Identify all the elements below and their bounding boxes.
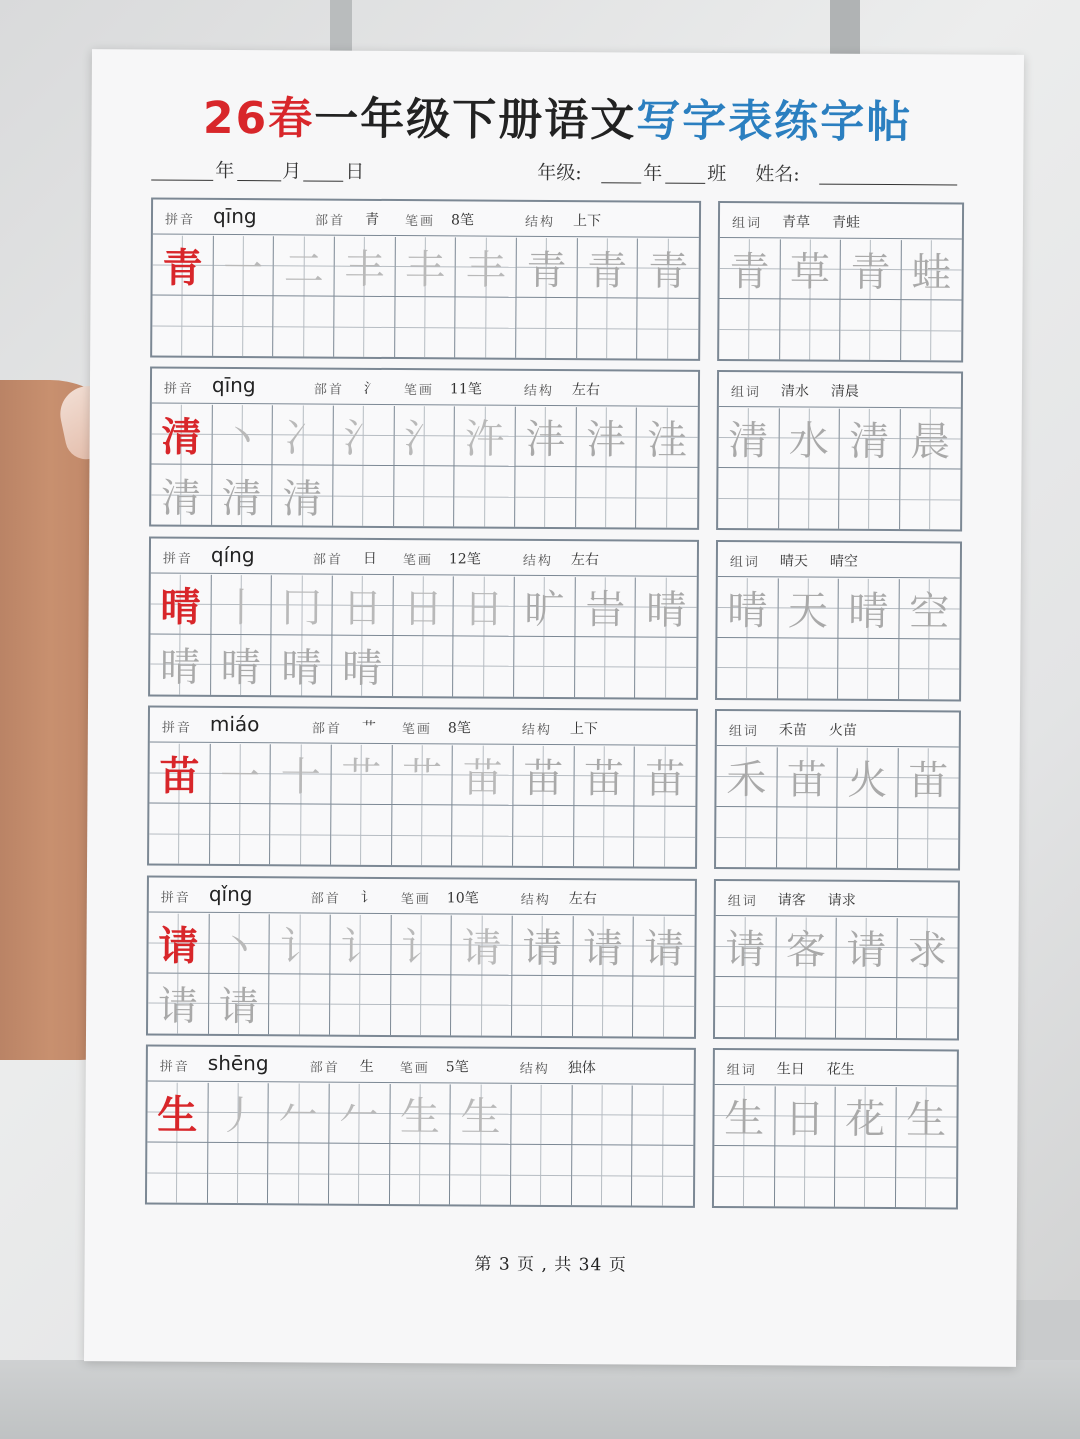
strokes-value: 5笔 bbox=[445, 1059, 469, 1076]
word-cell[interactable] bbox=[836, 977, 897, 1037]
structure-label: 结构 bbox=[524, 214, 556, 230]
tracing-cell[interactable]: 汻 bbox=[455, 407, 516, 467]
character-practice-block bbox=[146, 875, 697, 1038]
tracing-cell[interactable] bbox=[573, 976, 634, 1036]
grade-class-label: 班 bbox=[707, 162, 727, 186]
radical-label: 部首 bbox=[309, 1060, 340, 1076]
radical-label: 部首 bbox=[312, 552, 343, 568]
word-cell[interactable] bbox=[778, 638, 839, 698]
tracing-cell[interactable]: 冂 bbox=[272, 575, 333, 635]
tracing-cell[interactable] bbox=[634, 807, 695, 867]
pinyin-label: 拼音 bbox=[159, 1059, 190, 1075]
word-grid bbox=[719, 239, 962, 360]
word-cell[interactable] bbox=[895, 1147, 956, 1207]
tracing-cell[interactable] bbox=[273, 296, 334, 356]
word-cell[interactable]: 天 bbox=[778, 578, 839, 638]
character-info-bar bbox=[153, 200, 699, 238]
tracing-cell[interactable] bbox=[152, 296, 213, 356]
tracing-cell[interactable] bbox=[574, 806, 635, 866]
word-cell[interactable]: 晨 bbox=[900, 410, 961, 470]
name-label: 姓名: bbox=[755, 163, 800, 186]
word-cell[interactable] bbox=[717, 638, 778, 698]
character-info-bar bbox=[149, 877, 695, 915]
tracing-cell[interactable] bbox=[149, 804, 210, 864]
words-info-bar bbox=[719, 372, 961, 408]
strokes-label: 笔画 bbox=[404, 214, 436, 230]
tracing-cell[interactable] bbox=[210, 804, 271, 864]
word-cell[interactable]: 生 bbox=[896, 1087, 957, 1147]
tracing-cell[interactable] bbox=[269, 974, 330, 1034]
word-1: 青草 bbox=[781, 214, 811, 231]
word-2: 晴空 bbox=[829, 553, 858, 570]
tracing-cell[interactable]: 十 bbox=[271, 744, 332, 804]
tracing-cell[interactable]: 请 bbox=[573, 916, 634, 976]
pinyin-label: 拼音 bbox=[163, 382, 194, 398]
tracing-cell[interactable]: 苗 bbox=[513, 746, 574, 806]
structure-value: 左右 bbox=[568, 890, 597, 907]
words-info-bar bbox=[715, 1050, 957, 1086]
pinyin-label: 拼音 bbox=[161, 720, 192, 736]
word-cell[interactable] bbox=[898, 808, 959, 868]
tracing-cell[interactable]: 一 bbox=[213, 236, 274, 296]
tracing-cell[interactable] bbox=[451, 975, 512, 1035]
pinyin-value: qíng bbox=[210, 542, 255, 567]
words-label: 组词 bbox=[726, 1063, 757, 1079]
tracing-cell[interactable] bbox=[147, 1143, 208, 1203]
word-cell[interactable]: 清 bbox=[839, 409, 900, 469]
word-cell[interactable] bbox=[774, 1146, 835, 1206]
tracing-cell[interactable]: 氵 bbox=[333, 406, 394, 466]
tracing-cell[interactable] bbox=[268, 1143, 329, 1203]
name-blank[interactable] bbox=[819, 184, 957, 186]
word-practice-block bbox=[715, 540, 962, 701]
radical-label: 部首 bbox=[310, 891, 341, 907]
word-cell[interactable]: 花 bbox=[835, 1087, 896, 1147]
word-cell[interactable] bbox=[715, 977, 776, 1037]
tracing-cell[interactable] bbox=[330, 974, 391, 1034]
word-cell[interactable]: 蛙 bbox=[901, 240, 962, 300]
tracing-cell[interactable] bbox=[575, 637, 636, 697]
tracing-cell[interactable] bbox=[577, 298, 638, 358]
tracing-cell[interactable]: 请 bbox=[452, 915, 513, 975]
structure-label: 结构 bbox=[520, 892, 551, 908]
tracing-cell[interactable]: 清 bbox=[272, 466, 333, 526]
tracing-cell[interactable] bbox=[572, 1085, 633, 1145]
tracing-cell[interactable] bbox=[454, 467, 515, 527]
word-1: 晴天 bbox=[779, 553, 808, 570]
word-cell[interactable]: 青 bbox=[840, 240, 901, 300]
tracing-cell[interactable]: 晴 bbox=[636, 577, 697, 637]
tracing-cell[interactable]: 𠂉 bbox=[329, 1084, 390, 1144]
pinyin-value: miáo bbox=[209, 712, 260, 737]
model-character[interactable]: 青 bbox=[153, 236, 214, 296]
word-cell[interactable]: 请 bbox=[836, 917, 897, 977]
tracing-cell[interactable] bbox=[270, 804, 331, 864]
radical-label: 部首 bbox=[313, 382, 344, 399]
word-cell[interactable] bbox=[716, 807, 777, 867]
structure-value: 左右 bbox=[571, 382, 600, 399]
word-cell[interactable]: 禾 bbox=[716, 747, 777, 807]
word-1: 清水 bbox=[780, 383, 809, 400]
word-cell[interactable] bbox=[777, 808, 838, 868]
pinyin-label: 拼音 bbox=[164, 212, 196, 228]
tracing-cell[interactable]: 清 bbox=[151, 465, 212, 525]
word-cell[interactable] bbox=[779, 469, 840, 529]
page-title bbox=[91, 81, 1023, 151]
tracing-cell[interactable]: 苗 bbox=[574, 746, 635, 806]
tracing-cell[interactable]: 苗 bbox=[453, 746, 514, 806]
word-cell[interactable]: 日 bbox=[775, 1086, 836, 1146]
tracing-cell[interactable]: 𠂉 bbox=[269, 1083, 330, 1143]
strokes-value: 10笔 bbox=[446, 889, 479, 907]
model-character[interactable]: 生 bbox=[147, 1083, 208, 1143]
tracing-cell[interactable] bbox=[453, 636, 514, 696]
tracing-cell[interactable] bbox=[516, 298, 577, 358]
word-2: 花生 bbox=[826, 1061, 855, 1078]
tracing-cell[interactable] bbox=[213, 296, 274, 356]
title-part-blue: 写字表练字帖 bbox=[636, 95, 913, 149]
character-practice-block bbox=[148, 536, 699, 699]
strokes-label: 笔画 bbox=[403, 383, 434, 399]
word-cell[interactable] bbox=[900, 469, 961, 529]
pinyin-label: 拼音 bbox=[162, 551, 193, 567]
word-cell[interactable] bbox=[901, 300, 962, 360]
word-cell[interactable]: 清 bbox=[718, 408, 779, 468]
tracing-cell[interactable]: 艹 bbox=[392, 745, 453, 805]
character-info-bar bbox=[152, 369, 698, 407]
word-cell[interactable] bbox=[837, 808, 898, 868]
tracing-cell[interactable] bbox=[208, 1143, 269, 1203]
structure-label: 结构 bbox=[522, 553, 553, 569]
strokes-value: 11笔 bbox=[449, 381, 482, 398]
tracing-grid bbox=[150, 574, 697, 697]
tracing-cell[interactable]: 一 bbox=[210, 744, 271, 804]
page-number-text: 第 3 页 , 共 34 页 bbox=[474, 1254, 627, 1276]
tracing-cell[interactable] bbox=[514, 637, 575, 697]
tracing-cell[interactable] bbox=[633, 976, 694, 1036]
tracing-cell[interactable]: 生 bbox=[451, 1084, 512, 1144]
word-2: 火苗 bbox=[828, 722, 857, 740]
word-2: 清晨 bbox=[830, 384, 859, 401]
worksheet-page bbox=[84, 49, 1024, 1367]
radical-value: 生 bbox=[359, 1058, 374, 1075]
tracing-cell[interactable]: 氵 bbox=[394, 406, 455, 466]
day-label: 日 bbox=[345, 160, 365, 183]
character-practice-block bbox=[145, 1045, 696, 1208]
strokes-label: 笔画 bbox=[401, 722, 432, 738]
tracing-cell[interactable]: 旹 bbox=[575, 577, 636, 637]
word-cell[interactable]: 水 bbox=[779, 409, 840, 469]
strokes-label: 笔画 bbox=[399, 1061, 430, 1077]
grade-class-blank[interactable] bbox=[665, 183, 705, 184]
tracing-cell[interactable]: 请 bbox=[209, 973, 270, 1033]
tracing-cell[interactable] bbox=[391, 975, 452, 1035]
word-cell[interactable] bbox=[775, 977, 836, 1037]
word-1: 生日 bbox=[776, 1061, 805, 1078]
window-sill bbox=[0, 1360, 1080, 1439]
pinyin-value: qīng bbox=[211, 373, 256, 398]
month-label: 月 bbox=[282, 160, 302, 183]
tracing-cell[interactable]: 沣 bbox=[576, 408, 637, 468]
tracing-cell[interactable] bbox=[572, 1145, 633, 1205]
tracing-cell[interactable] bbox=[637, 299, 698, 359]
word-practice-block bbox=[712, 1048, 959, 1209]
strokes-value: 8笔 bbox=[447, 720, 471, 737]
tracing-cell[interactable] bbox=[329, 1144, 390, 1204]
tracing-cell[interactable]: 青 bbox=[638, 239, 699, 299]
words-label: 组词 bbox=[727, 893, 758, 909]
strokes-value: 12笔 bbox=[448, 551, 481, 568]
tracing-cell[interactable] bbox=[511, 1145, 572, 1205]
model-character[interactable]: 晴 bbox=[150, 574, 211, 634]
year-label: 年 bbox=[215, 159, 235, 183]
words-info-bar bbox=[717, 711, 959, 747]
word-cell[interactable]: 草 bbox=[780, 239, 841, 299]
structure-value: 独体 bbox=[567, 1060, 596, 1077]
word-grid bbox=[715, 917, 958, 1038]
tracing-cell[interactable]: 丿 bbox=[208, 1083, 269, 1143]
tracing-cell[interactable]: 沣 bbox=[515, 407, 576, 467]
tracing-cell[interactable]: 晴 bbox=[150, 634, 211, 694]
word-cell[interactable]: 苗 bbox=[898, 748, 959, 808]
tracing-cell[interactable]: 日 bbox=[454, 576, 515, 636]
tracing-grid bbox=[151, 405, 698, 528]
word-cell[interactable] bbox=[780, 299, 841, 359]
tracing-cell[interactable]: 日 bbox=[393, 576, 454, 636]
word-grid bbox=[718, 408, 961, 529]
tracing-cell[interactable]: 丶 bbox=[212, 405, 273, 465]
word-cell[interactable] bbox=[714, 1146, 775, 1206]
words-label: 组词 bbox=[730, 385, 761, 401]
radical-label: 部首 bbox=[311, 721, 342, 737]
radical-value: 青 bbox=[364, 211, 380, 228]
tracing-grid bbox=[148, 913, 695, 1036]
tracing-cell[interactable]: 日 bbox=[332, 575, 393, 635]
word-cell[interactable]: 苗 bbox=[777, 748, 838, 808]
radical-value: 艹 bbox=[361, 720, 376, 737]
tracing-cell[interactable]: 丨 bbox=[211, 575, 272, 635]
tracing-cell[interactable] bbox=[395, 297, 456, 357]
tracing-cell[interactable]: 讠 bbox=[391, 915, 452, 975]
character-practice-block bbox=[150, 198, 701, 361]
character-practice-block bbox=[147, 706, 698, 869]
word-grid bbox=[717, 578, 960, 699]
radical-label: 部首 bbox=[314, 213, 346, 229]
tracing-cell[interactable] bbox=[633, 1085, 694, 1145]
tracing-cell[interactable]: 讠 bbox=[330, 914, 391, 974]
tracing-cell[interactable]: 请 bbox=[512, 915, 573, 975]
pinyin-value: shēng bbox=[207, 1050, 269, 1076]
model-character[interactable]: 清 bbox=[151, 405, 212, 465]
model-character[interactable]: 请 bbox=[148, 913, 209, 973]
tracing-grid bbox=[147, 1083, 694, 1206]
character-info-bar bbox=[148, 1047, 694, 1085]
tracing-cell[interactable] bbox=[394, 466, 455, 526]
tracing-cell[interactable]: 洼 bbox=[637, 408, 698, 468]
pinyin-label: 拼音 bbox=[160, 890, 191, 906]
model-character[interactable]: 苗 bbox=[149, 744, 210, 804]
tracing-cell[interactable] bbox=[511, 1085, 572, 1145]
title-part-red: 26春 bbox=[202, 92, 315, 145]
word-practice-block bbox=[714, 709, 961, 870]
strokes-label: 笔画 bbox=[400, 891, 431, 907]
word-grid bbox=[716, 747, 959, 868]
grade-label: 年级: bbox=[537, 161, 582, 185]
tracing-cell[interactable] bbox=[390, 1144, 451, 1204]
day-blank[interactable] bbox=[303, 180, 343, 181]
word-practice-block bbox=[713, 879, 960, 1040]
word-2: 青蛙 bbox=[831, 214, 861, 231]
tracing-cell[interactable]: 请 bbox=[148, 973, 209, 1033]
month-blank[interactable] bbox=[237, 180, 281, 181]
structure-label: 结构 bbox=[519, 1061, 550, 1077]
header-fields bbox=[151, 156, 961, 193]
tracing-cell[interactable] bbox=[635, 637, 696, 697]
word-cell[interactable]: 晴 bbox=[717, 578, 778, 638]
word-cell[interactable] bbox=[719, 299, 780, 359]
word-cell[interactable]: 晴 bbox=[838, 579, 899, 639]
word-cell[interactable]: 客 bbox=[776, 917, 837, 977]
words-info-bar bbox=[718, 542, 960, 578]
tracing-cell[interactable] bbox=[450, 1144, 511, 1204]
tracing-cell[interactable] bbox=[513, 806, 574, 866]
tracing-cell[interactable]: 清 bbox=[212, 465, 273, 525]
word-cell[interactable] bbox=[896, 978, 957, 1038]
character-info-bar bbox=[151, 538, 697, 576]
radical-value: 日 bbox=[362, 550, 377, 567]
tracing-cell[interactable]: 丰 bbox=[456, 237, 517, 297]
tracing-cell[interactable] bbox=[333, 466, 394, 526]
tracing-cell[interactable] bbox=[515, 467, 576, 527]
tracing-cell[interactable]: 请 bbox=[634, 916, 695, 976]
window-frame-right bbox=[830, 0, 860, 60]
word-cell[interactable]: 求 bbox=[897, 918, 958, 978]
tracing-cell[interactable]: 青 bbox=[577, 238, 638, 298]
tracing-cell[interactable] bbox=[393, 636, 454, 696]
tracing-cell[interactable] bbox=[576, 468, 637, 528]
pinyin-value: qīng bbox=[212, 203, 257, 229]
word-practice-block bbox=[716, 370, 963, 531]
tracing-cell[interactable]: 晴 bbox=[271, 635, 332, 695]
tracing-cell[interactable]: 丰 bbox=[395, 237, 456, 297]
word-cell[interactable] bbox=[840, 300, 901, 360]
tracing-cell[interactable]: 艹 bbox=[331, 745, 392, 805]
year-blank[interactable] bbox=[151, 180, 213, 181]
tracing-cell[interactable] bbox=[452, 806, 513, 866]
radical-value: 氵 bbox=[363, 381, 378, 398]
word-2: 请求 bbox=[827, 892, 856, 909]
tracing-cell[interactable]: 晴 bbox=[332, 635, 393, 695]
words-label: 组词 bbox=[731, 216, 763, 232]
words-info-bar bbox=[716, 881, 958, 917]
tracing-cell[interactable]: 旷 bbox=[514, 577, 575, 637]
tracing-cell[interactable]: 丰 bbox=[334, 237, 395, 297]
words-label: 组词 bbox=[728, 724, 759, 740]
word-1: 请客 bbox=[777, 891, 806, 909]
words-info-bar bbox=[720, 203, 962, 239]
character-practice-block bbox=[149, 367, 700, 530]
word-cell[interactable] bbox=[835, 1147, 896, 1207]
tracing-cell[interactable] bbox=[392, 805, 453, 865]
character-info-bar bbox=[150, 708, 696, 746]
tracing-cell[interactable] bbox=[636, 468, 697, 528]
word-cell[interactable]: 火 bbox=[837, 748, 898, 808]
tracing-cell[interactable]: 青 bbox=[516, 238, 577, 298]
structure-value: 上下 bbox=[572, 213, 602, 230]
word-cell[interactable] bbox=[899, 639, 960, 699]
word-cell[interactable]: 空 bbox=[899, 579, 960, 639]
pinyin-value: qǐng bbox=[208, 881, 253, 906]
tracing-cell[interactable] bbox=[331, 805, 392, 865]
word-grid bbox=[714, 1086, 957, 1207]
tracing-grid bbox=[152, 236, 699, 359]
tracing-cell[interactable]: 丶 bbox=[209, 913, 270, 973]
tracing-cell[interactable] bbox=[334, 297, 395, 357]
tracing-cell[interactable]: 二 bbox=[274, 236, 335, 296]
strokes-value: 8笔 bbox=[450, 212, 474, 229]
radical-value: 讠 bbox=[360, 889, 375, 906]
tracing-grid bbox=[149, 744, 696, 867]
title-part-black: 一年级下册语文 bbox=[314, 93, 637, 147]
strokes-label: 笔画 bbox=[402, 552, 433, 569]
tracing-cell[interactable] bbox=[512, 975, 573, 1035]
structure-value: 上下 bbox=[569, 721, 598, 738]
page-number bbox=[85, 1247, 1017, 1278]
word-1: 禾苗 bbox=[778, 722, 807, 739]
grade-year-blank[interactable] bbox=[601, 182, 641, 183]
tracing-cell[interactable]: 冫 bbox=[273, 406, 334, 466]
word-practice-block bbox=[717, 201, 964, 362]
word-cell[interactable] bbox=[839, 469, 900, 529]
tracing-cell[interactable]: 讠 bbox=[270, 914, 331, 974]
structure-label: 结构 bbox=[521, 722, 552, 739]
tracing-cell[interactable] bbox=[455, 297, 516, 357]
tracing-cell[interactable]: 生 bbox=[390, 1084, 451, 1144]
structure-value: 左右 bbox=[570, 551, 599, 569]
grade-year-label: 年 bbox=[643, 162, 663, 185]
words-label: 组词 bbox=[729, 554, 760, 571]
tracing-cell[interactable] bbox=[632, 1145, 693, 1205]
word-cell[interactable]: 生 bbox=[714, 1086, 775, 1146]
structure-label: 结构 bbox=[523, 384, 554, 400]
word-cell[interactable]: 请 bbox=[715, 917, 776, 977]
word-cell[interactable] bbox=[718, 468, 779, 528]
tracing-cell[interactable]: 苗 bbox=[635, 747, 696, 807]
tracing-cell[interactable]: 晴 bbox=[211, 635, 272, 695]
word-cell[interactable]: 青 bbox=[720, 239, 781, 299]
word-cell[interactable] bbox=[838, 639, 899, 699]
